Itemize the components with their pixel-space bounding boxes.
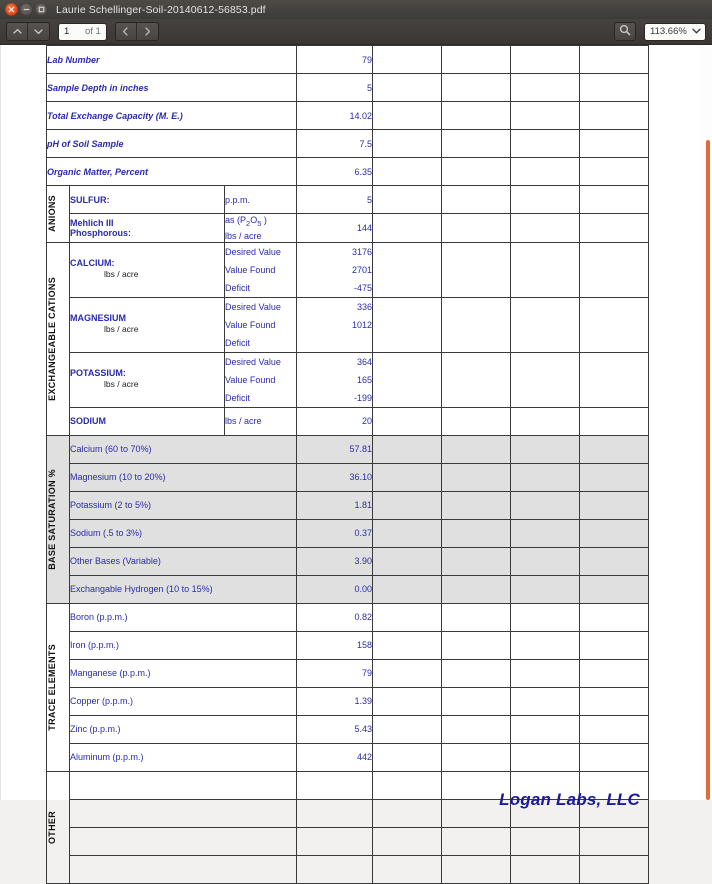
row-value: 79 (297, 46, 373, 74)
empty-value-cell (442, 214, 511, 243)
row-label: Other Bases (Variable) (70, 547, 297, 575)
empty-value-cell (580, 715, 649, 743)
empty-value-cell (373, 575, 442, 603)
empty-value-cell (373, 855, 442, 883)
empty-value-cell (373, 130, 442, 158)
history-back-button[interactable] (116, 23, 137, 40)
vertical-scrollbar[interactable] (700, 45, 712, 800)
data-row (47, 435, 649, 463)
data-row (47, 158, 649, 186)
empty-value-cell (580, 547, 649, 575)
row-value: 1.81 (297, 491, 373, 519)
data-row (47, 659, 649, 687)
page-total: of 1 (85, 26, 101, 37)
data-row (47, 519, 649, 547)
row-value: 79 (297, 659, 373, 687)
empty-value-cell (373, 102, 442, 130)
empty-value-cell (511, 435, 580, 463)
minimize-window-icon[interactable] (20, 3, 33, 16)
data-row (47, 130, 649, 158)
section-label-other: OTHER (47, 771, 70, 883)
empty-value-cell (580, 519, 649, 547)
data-row (47, 352, 649, 407)
empty-value-cell (442, 297, 511, 352)
empty-value-cell (580, 435, 649, 463)
empty-value-cell (511, 687, 580, 715)
row-label: Iron (p.p.m.) (70, 631, 297, 659)
empty-value-cell (373, 547, 442, 575)
empty-value-cell (580, 491, 649, 519)
empty-value-cell (373, 435, 442, 463)
empty-value-cell (442, 435, 511, 463)
soil-report-body (47, 46, 649, 884)
row-value: 5 (297, 74, 373, 102)
empty-value-cell (511, 186, 580, 214)
lab-logo-text: Logan Labs, LLC (499, 790, 640, 809)
empty-value-cell (373, 827, 442, 855)
history-forward-button[interactable] (137, 23, 158, 40)
empty-value-cell (442, 547, 511, 575)
row-values: 3176 2701 -475 (297, 242, 373, 297)
empty-value-cell (511, 659, 580, 687)
row-label: Magnesium (10 to 20%) (70, 463, 297, 491)
row-label: POTASSIUM: lbs / acre (70, 352, 225, 407)
row-label: Zinc (p.p.m.) (70, 715, 297, 743)
empty-value-cell (442, 74, 511, 102)
empty-value-cell (373, 214, 442, 243)
pdf-page (0, 45, 700, 844)
empty-value-cell (511, 827, 580, 855)
empty-value-cell (511, 102, 580, 130)
empty-value-cell (580, 242, 649, 297)
row-value: 14.02 (297, 102, 373, 130)
row-label: Aluminum (p.p.m.) (70, 743, 297, 771)
empty-value-cell (373, 603, 442, 631)
empty-value-cell (580, 463, 649, 491)
row-unit: lbs / acre (225, 407, 297, 435)
empty-value-cell (373, 46, 442, 74)
row-value: 442 (297, 743, 373, 771)
row-label: MAGNESIUM lbs / acre (70, 297, 225, 352)
row-value: 5.43 (297, 715, 373, 743)
maximize-window-icon[interactable] (35, 3, 48, 16)
data-row (47, 603, 649, 631)
data-row (47, 463, 649, 491)
data-row (47, 575, 649, 603)
row-label: Boron (p.p.m.) (70, 603, 297, 631)
row-label: SODIUM (70, 407, 225, 435)
empty-value-cell (442, 519, 511, 547)
row-label (70, 827, 297, 855)
empty-value-cell (511, 575, 580, 603)
empty-value-cell (511, 158, 580, 186)
row-value: 158 (297, 631, 373, 659)
empty-value-cell (511, 603, 580, 631)
row-value: 1.39 (297, 687, 373, 715)
row-value: 20 (297, 407, 373, 435)
row-value: 144 (297, 214, 373, 243)
window-titlebar[interactable] (0, 0, 712, 19)
page-current: 1 (64, 26, 70, 37)
empty-value-cell (511, 547, 580, 575)
row-value: 3.90 (297, 547, 373, 575)
chevron-down-icon (692, 26, 701, 37)
empty-value-cell (580, 74, 649, 102)
empty-value-cell (580, 575, 649, 603)
search-icon (619, 23, 631, 41)
empty-value-cell (580, 631, 649, 659)
empty-value-cell (373, 519, 442, 547)
empty-value-cell (511, 715, 580, 743)
row-label: Sample Depth in inches (47, 74, 297, 102)
empty-value-cell (373, 687, 442, 715)
row-unit: as ($P_2O_5$ ) lbs / acre (225, 214, 297, 243)
row-values: 336 1012 (297, 297, 373, 352)
data-row (47, 547, 649, 575)
empty-value-cell (442, 130, 511, 158)
empty-value-cell (442, 158, 511, 186)
empty-value-cell (373, 743, 442, 771)
row-label (70, 855, 297, 883)
empty-value-cell (373, 463, 442, 491)
zoom-value: 113.66% (650, 26, 687, 37)
data-row (47, 407, 649, 435)
close-window-icon[interactable] (5, 3, 18, 16)
row-values: 364 165 -199 (297, 352, 373, 407)
row-label: SULFUR: (70, 186, 225, 214)
empty-value-cell (580, 297, 649, 352)
row-value (297, 827, 373, 855)
data-row (47, 297, 649, 352)
empty-value-cell (442, 659, 511, 687)
section-label-exchangeable-cations: EXCHANGEABLE CATIONS (47, 242, 70, 435)
row-label: Copper (p.p.m.) (70, 687, 297, 715)
data-row (47, 242, 649, 297)
empty-value-cell (511, 631, 580, 659)
empty-value-cell (580, 827, 649, 855)
search-button[interactable] (614, 22, 636, 41)
empty-value-cell (442, 491, 511, 519)
empty-value-cell (442, 352, 511, 407)
row-label: Exchangable Hydrogen (10 to 15%) (70, 575, 297, 603)
row-value (297, 855, 373, 883)
empty-value-cell (442, 855, 511, 883)
empty-value-cell (442, 407, 511, 435)
row-label: pH of Soil Sample (47, 130, 297, 158)
zoom-level-select[interactable] (644, 23, 706, 41)
row-measures: Desired Value Value Found Deficit (225, 297, 297, 352)
row-label: Lab Number (47, 46, 297, 74)
history-nav-group (115, 22, 159, 41)
document-viewport[interactable] (0, 45, 712, 844)
empty-value-cell (442, 715, 511, 743)
row-value: 57.81 (297, 435, 373, 463)
window-title: Laurie Schellinger-Soil-20140612-56853.pdf (56, 3, 266, 16)
data-row (47, 715, 649, 743)
empty-value-cell (442, 827, 511, 855)
empty-value-cell (373, 186, 442, 214)
row-value: 0.37 (297, 519, 373, 547)
empty-value-cell (511, 46, 580, 74)
empty-value-cell (442, 186, 511, 214)
empty-value-cell (580, 659, 649, 687)
empty-value-cell (373, 352, 442, 407)
row-measures: Desired Value Value Found Deficit (225, 352, 297, 407)
data-row (47, 102, 649, 130)
empty-value-cell (373, 631, 442, 659)
empty-value-cell (511, 407, 580, 435)
empty-value-cell (511, 855, 580, 883)
empty-value-cell (442, 743, 511, 771)
empty-value-cell (442, 631, 511, 659)
data-row (47, 74, 649, 102)
previous-page-button[interactable] (7, 23, 28, 40)
row-value: 36.10 (297, 463, 373, 491)
row-value: 6.35 (297, 158, 373, 186)
row-label: Mehlich III Phosphorous: (70, 214, 225, 243)
empty-value-cell (442, 102, 511, 130)
empty-value-cell (580, 352, 649, 407)
data-row (47, 827, 649, 855)
row-measures: Desired Value Value Found Deficit (225, 242, 297, 297)
data-row (47, 855, 649, 883)
next-page-button[interactable] (28, 23, 49, 40)
row-value: 0.00 (297, 575, 373, 603)
soil-report-table (46, 45, 649, 884)
empty-value-cell (373, 74, 442, 102)
empty-value-cell (373, 242, 442, 297)
row-unit: p.p.m. (225, 186, 297, 214)
empty-value-cell (442, 687, 511, 715)
row-label: Organic Matter, Percent (47, 158, 297, 186)
empty-value-cell (511, 463, 580, 491)
data-row (47, 491, 649, 519)
data-row (47, 631, 649, 659)
row-value: 7.5 (297, 130, 373, 158)
row-value: 5 (297, 186, 373, 214)
empty-value-cell (580, 603, 649, 631)
row-label: CALCIUM: lbs / acre (70, 242, 225, 297)
section-label-base-saturation: BASE SATURATION % (47, 435, 70, 603)
empty-value-cell (580, 102, 649, 130)
empty-value-cell (580, 855, 649, 883)
empty-value-cell (580, 407, 649, 435)
empty-value-cell (511, 242, 580, 297)
empty-value-cell (373, 491, 442, 519)
row-label: Manganese (p.p.m.) (70, 659, 297, 687)
page-nav-group (6, 22, 50, 41)
empty-value-cell (511, 214, 580, 243)
empty-value-cell (511, 74, 580, 102)
empty-value-cell (511, 130, 580, 158)
empty-value-cell (580, 186, 649, 214)
vertical-scrollbar-thumb[interactable] (706, 140, 710, 800)
data-row (47, 186, 649, 214)
empty-value-cell (373, 659, 442, 687)
data-row (47, 214, 649, 243)
empty-value-cell (442, 575, 511, 603)
empty-value-cell (511, 491, 580, 519)
empty-value-cell (373, 407, 442, 435)
section-label-trace-elements: TRACE ELEMENTS (47, 603, 70, 771)
empty-value-cell (373, 297, 442, 352)
empty-value-cell (442, 46, 511, 74)
pdf-toolbar (0, 19, 712, 45)
empty-value-cell (442, 242, 511, 297)
empty-value-cell (442, 603, 511, 631)
empty-value-cell (511, 743, 580, 771)
empty-value-cell (373, 715, 442, 743)
empty-value-cell (580, 158, 649, 186)
empty-value-cell (580, 214, 649, 243)
data-row (47, 743, 649, 771)
empty-value-cell (373, 158, 442, 186)
empty-value-cell (511, 519, 580, 547)
row-label: Potassium (2 to 5%) (70, 491, 297, 519)
empty-value-cell (580, 687, 649, 715)
page-number-input[interactable] (58, 23, 107, 41)
empty-value-cell (442, 463, 511, 491)
data-row (47, 687, 649, 715)
empty-value-cell (511, 352, 580, 407)
data-row (47, 46, 649, 74)
section-label-anions: ANIONS (47, 186, 70, 243)
row-label: Calcium (60 to 70%) (70, 435, 297, 463)
empty-value-cell (580, 46, 649, 74)
row-label: Total Exchange Capacity (M. E.) (47, 102, 297, 130)
row-label: Sodium (.5 to 3%) (70, 519, 297, 547)
empty-value-cell (580, 743, 649, 771)
row-value: 0.82 (297, 603, 373, 631)
empty-value-cell (511, 297, 580, 352)
empty-value-cell (580, 130, 649, 158)
